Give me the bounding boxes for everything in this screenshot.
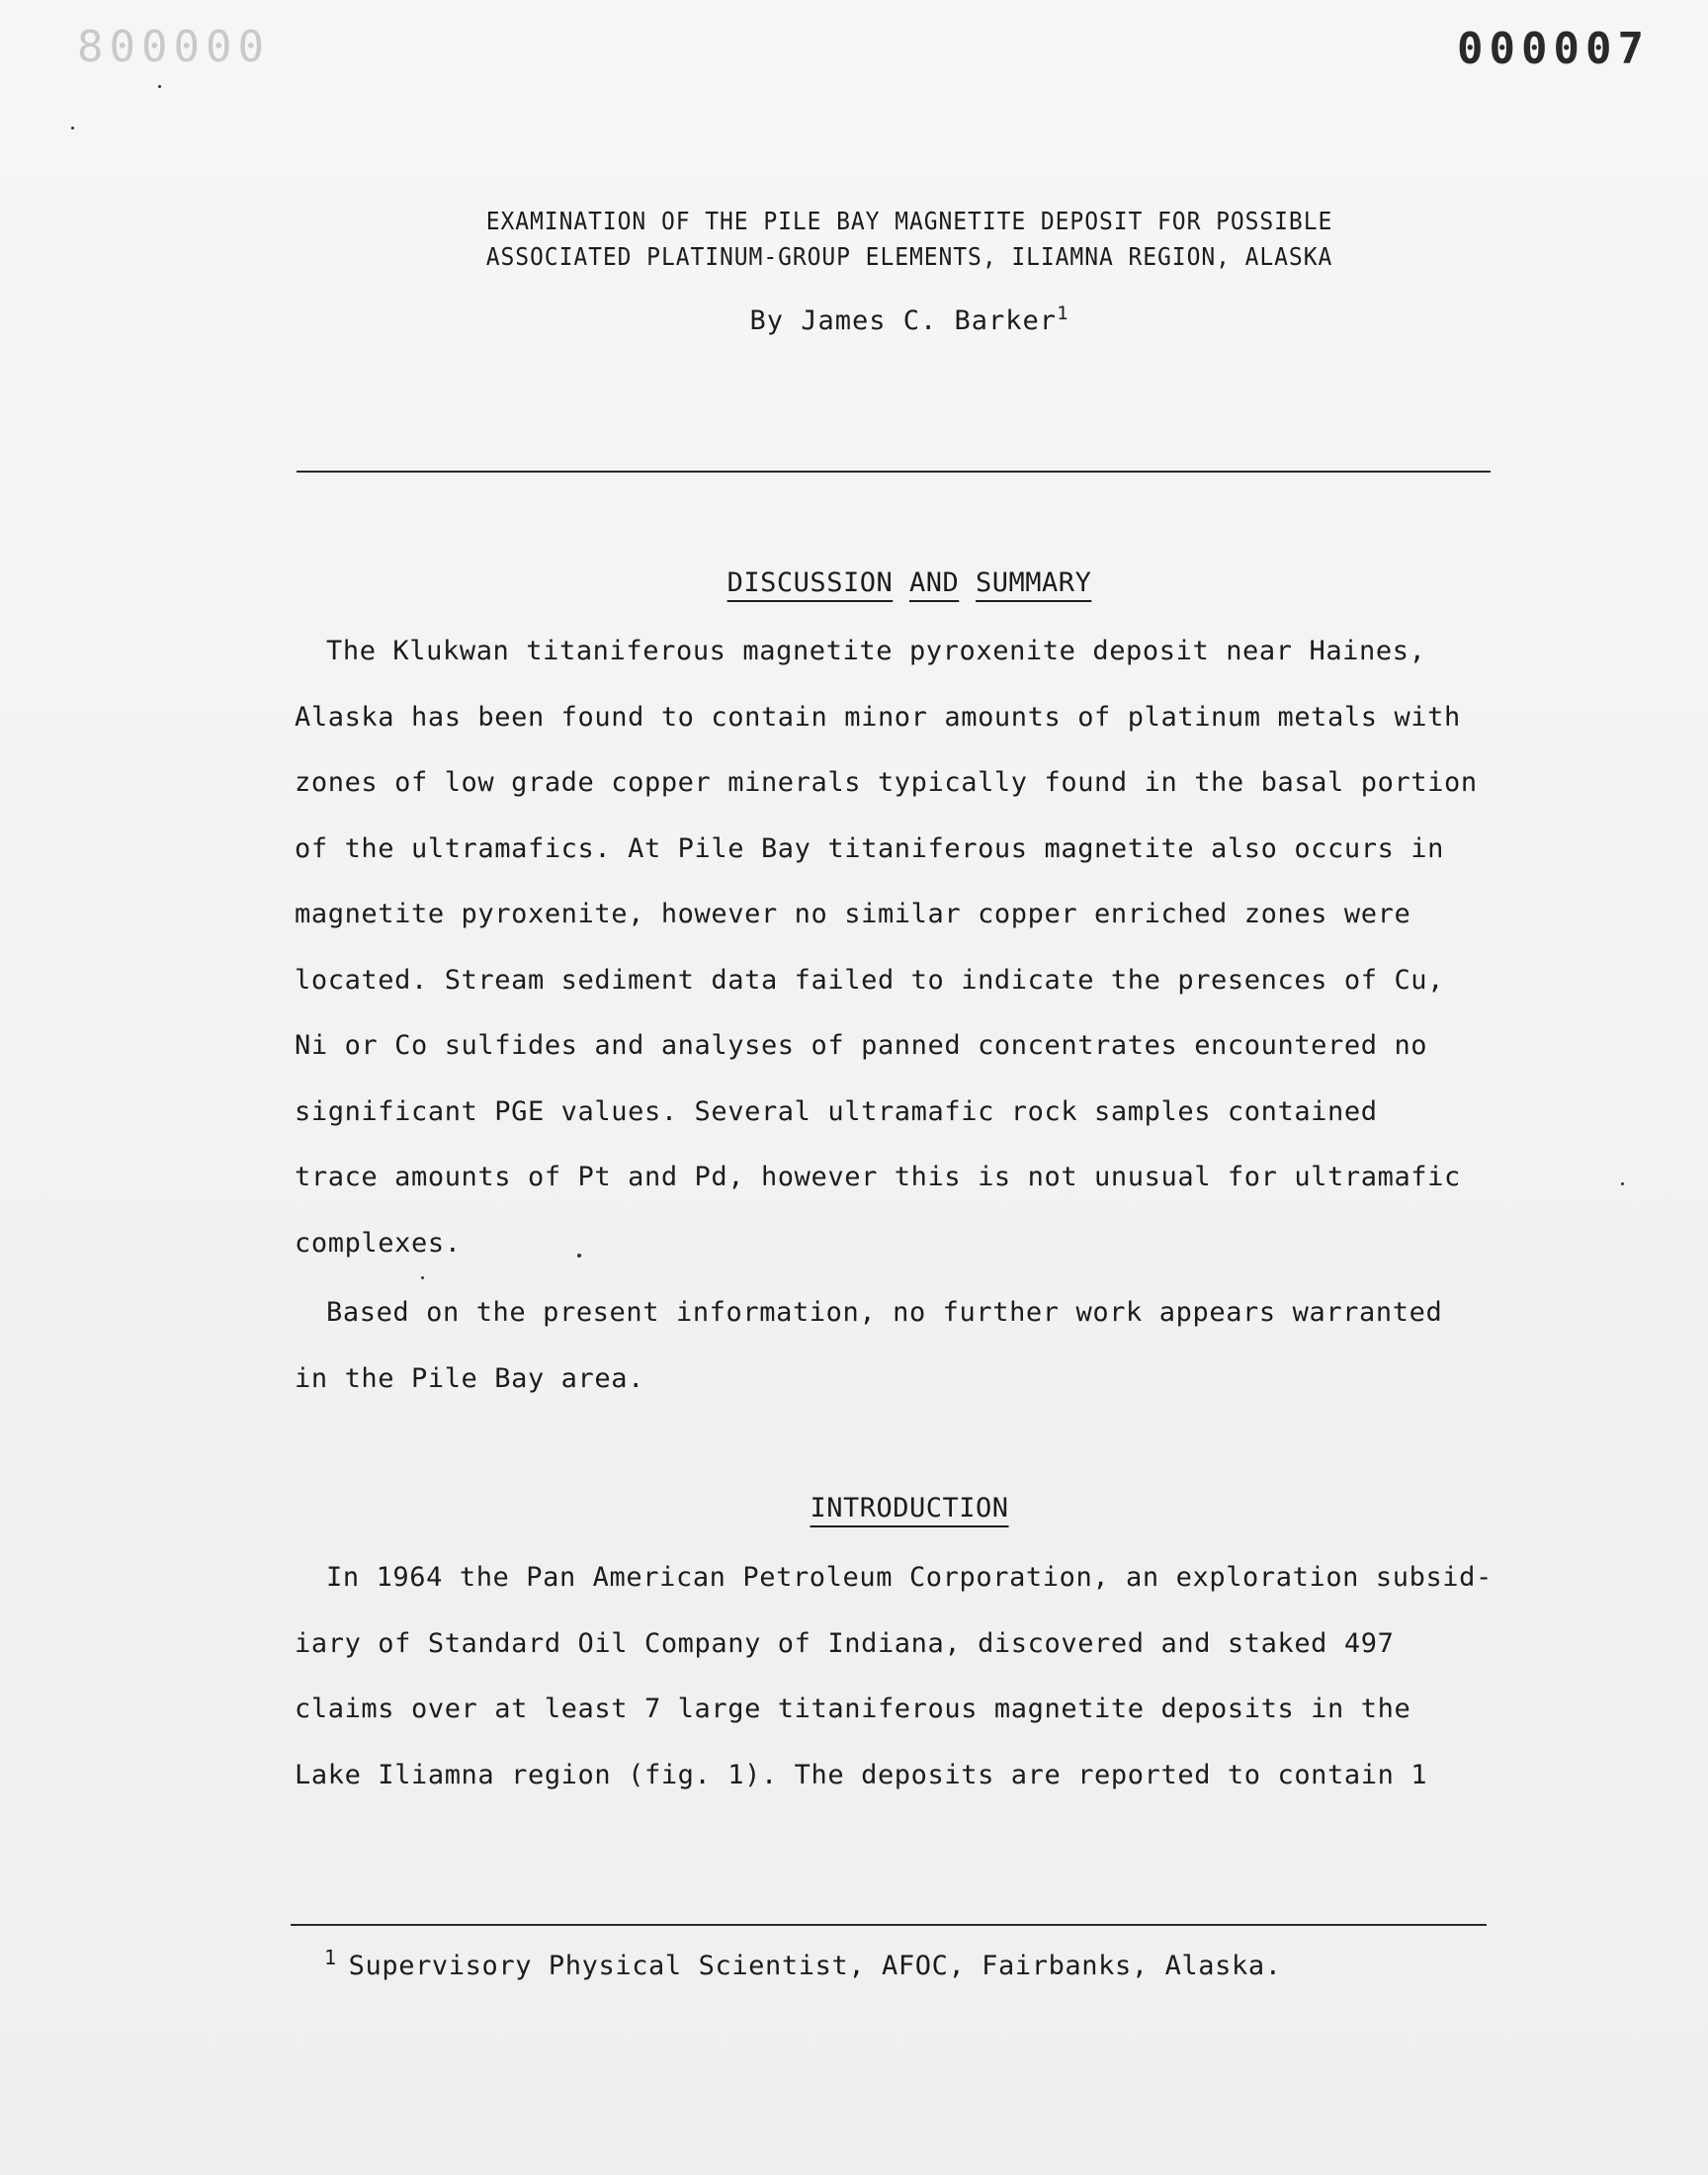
title-line-2: ASSOCIATED PLATINUM-GROUP ELEMENTS, ILIAMNA REGION, ALASKA — [485, 242, 1333, 271]
heading-word: SUMMARY — [976, 567, 1092, 598]
heading-word: AND — [908, 567, 960, 598]
text-line: zones of low grade copper minerals typically found in the basal portion — [295, 767, 1478, 798]
introduction-paragraph — [295, 1545, 1502, 1808]
discussion-paragraph-1 — [295, 619, 1502, 1276]
scan-speck — [1621, 1182, 1624, 1185]
text-line: located. Stream sediment data failed to indicate the presences of Cu, — [295, 964, 1445, 996]
text-line: Ni or Co sulfides and analyses of panned concentrates encountered no — [295, 1030, 1428, 1061]
text-line: significant PGE values. Several ultramafic rock samples contained — [295, 1095, 1378, 1127]
footnote-divider — [291, 1924, 1487, 1926]
discussion-paragraph-2 — [295, 1280, 1502, 1412]
text-line: magnetite pyroxenite, however no similar copper enriched zones were — [295, 899, 1411, 929]
text-line: Based on the present information, no further work appears warranted — [326, 1297, 1443, 1328]
footnote-mark: 1 — [324, 1946, 337, 1969]
text-line: of the ultramafics. At Pile Bay titaniferous magnetite also occurs in — [295, 832, 1445, 864]
page-stamp-faded: 800000 — [77, 22, 270, 72]
footnote-text: Supervisory Physical Scientist, AFOC, Fairbanks, Alaska. — [348, 1951, 1282, 1981]
author-footnote-mark: 1 — [1057, 303, 1069, 324]
heading-text: INTRODUCTION — [810, 1493, 1009, 1523]
page-number-stamp: 000007 — [1457, 24, 1650, 74]
section-heading-introduction — [297, 1493, 1522, 1523]
text-line: In 1964 the Pan American Petroleum Corporation, an exploration subsid- — [326, 1562, 1493, 1593]
text-line: iary of Standard Oil Company of Indiana, discovered and staked 497 — [295, 1627, 1395, 1659]
title-line-1: EXAMINATION OF THE PILE BAY MAGNETITE DEPOSIT FOR POSSIBLE — [485, 207, 1333, 235]
text-line: Lake Iliamna region (fig. 1). The deposits are reported to contain 1 — [295, 1759, 1428, 1790]
text-line: claims over at least 7 large titaniferous magnetite deposits in the — [295, 1694, 1411, 1724]
footnote — [324, 1946, 1282, 1981]
text-line: complexes. — [295, 1227, 462, 1259]
document-title — [346, 204, 1474, 275]
scan-speck — [71, 127, 74, 130]
text-line: The Klukwan titaniferous magnetite pyroxenite deposit near Haines, — [326, 636, 1426, 666]
scan-speck — [577, 1254, 581, 1258]
author-byline — [297, 303, 1522, 336]
title-divider — [297, 471, 1491, 473]
scan-speck — [158, 85, 161, 88]
author-name: By James C. Barker — [749, 305, 1058, 336]
scan-speck — [421, 1276, 424, 1279]
text-line: trace amounts of Pt and Pd, however this is not unusual for ultramafic — [295, 1162, 1461, 1192]
text-line: in the Pile Bay area. — [295, 1362, 644, 1394]
heading-word: DISCUSSION — [726, 567, 894, 598]
section-heading-discussion — [297, 567, 1522, 598]
text-line: Alaska has been found to contain minor amounts of platinum metals with — [295, 701, 1461, 733]
